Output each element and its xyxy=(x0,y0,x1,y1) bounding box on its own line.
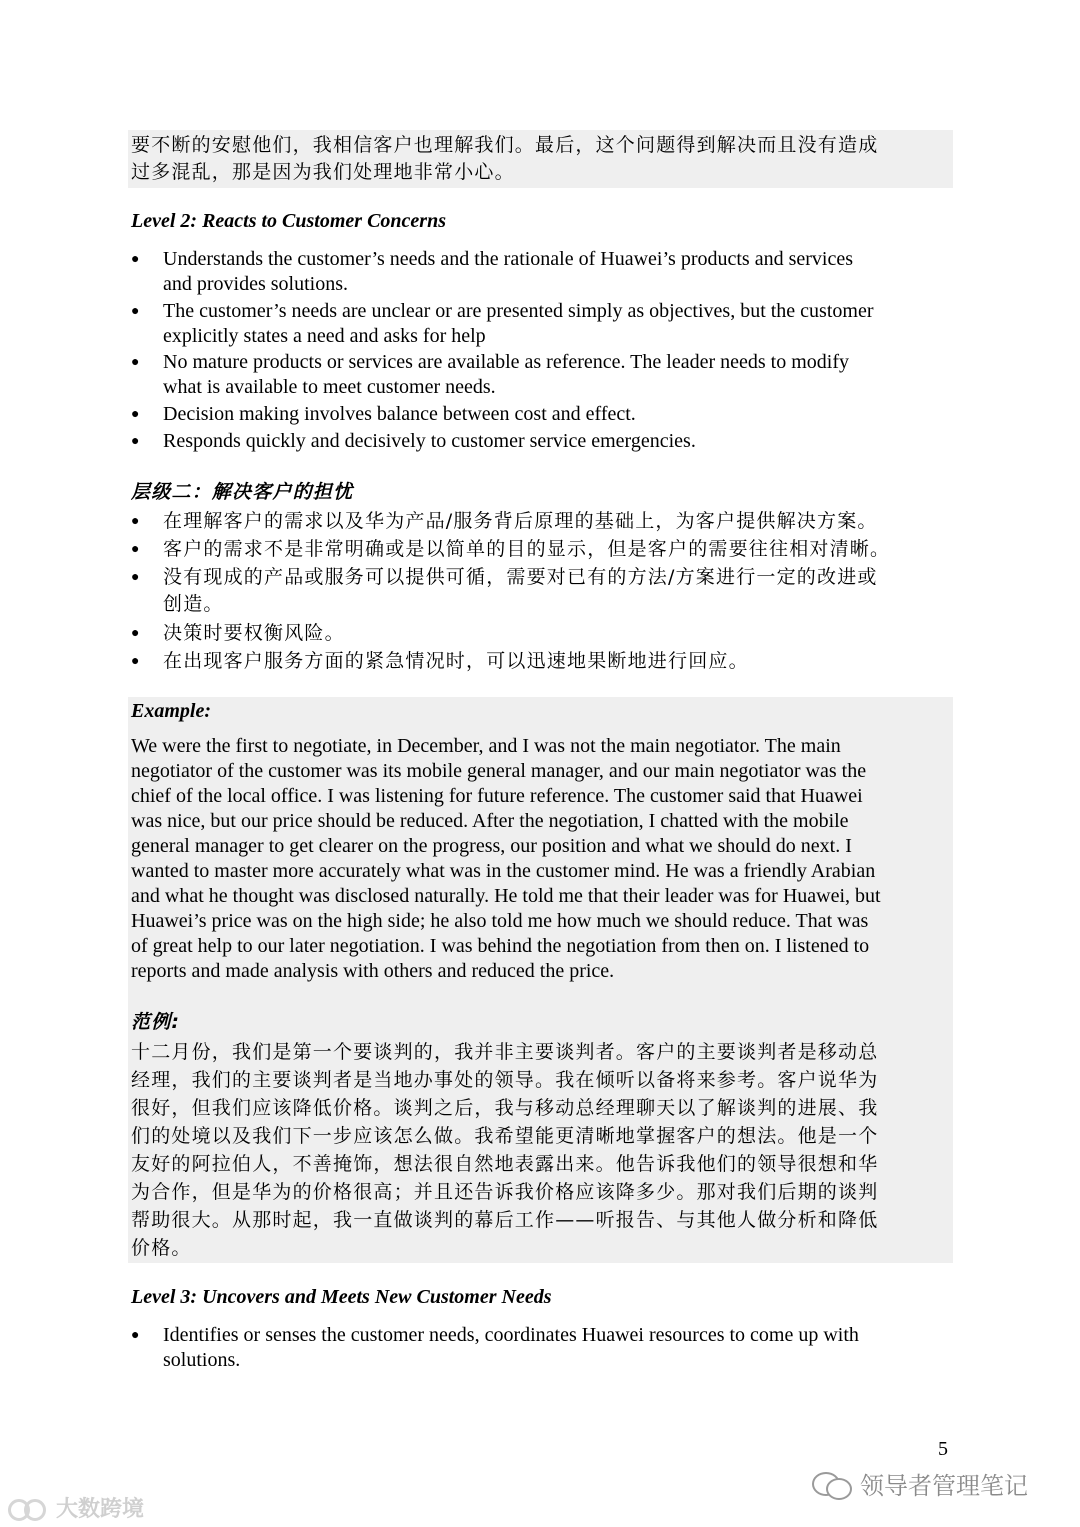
example-zh-line: 为合作，但是华为的价格很高；并且还告诉我价格应该降多少。那对我们后期的谈判 xyxy=(131,1181,879,1203)
level3-bullet-text: Identifies or senses the customer needs, coordinates Huawei resources to come up with xyxy=(163,1324,859,1346)
example-zh-line: 帮助很大。从那时起，我一直做谈判的幕后工作——听报告、与其他人做分析和降低 xyxy=(131,1209,879,1231)
example-line: chief of the local office. I was listening for future reference. The customer said that Huawei xyxy=(131,785,863,807)
bullet-dot-icon: ● xyxy=(131,304,140,319)
bullet-dot-icon: ● xyxy=(131,626,140,641)
level2-bullet-text: explicitly states a need and asks for help xyxy=(163,325,486,347)
top-block-line: 过多混乱，那是因为我们处理地非常小心。 xyxy=(131,161,515,183)
level2-zh-bullet-text: 在出现客户服务方面的紧急情况时，可以迅速地果断地进行回应。 xyxy=(163,650,749,672)
bullet-dot-icon: ● xyxy=(131,252,140,267)
bullet-dot-icon: ● xyxy=(131,542,140,557)
level2-bullet-text: No mature products or services are available as reference. The leader needs to modify xyxy=(163,351,849,373)
level2-bullet-text: what is available to meet customer needs. xyxy=(163,376,496,398)
bullet-dot-icon: ● xyxy=(131,1328,140,1343)
example-zh-line: 很好，但我们应该降低价格。谈判之后，我与移动总经理聊天以了解谈判的进展、我 xyxy=(131,1097,879,1119)
wechat-icon xyxy=(812,1470,852,1498)
example-zh-line: 价格。 xyxy=(131,1237,192,1259)
bullet-dot-icon: ● xyxy=(131,570,140,585)
level2-zh-bullet-text: 决策时要权衡风险。 xyxy=(163,622,345,644)
example-line: negotiator of the customer was its mobile general manager, and our main negotiator was the xyxy=(131,760,867,782)
level2-bullet-text: Decision making involves balance between cost and effect. xyxy=(163,403,636,425)
level2-heading: Level 2: Reacts to Customer Concerns xyxy=(131,210,446,232)
example-line: general manager to get clearer on the progress, our position and what we should do next. I xyxy=(131,835,852,857)
level2-zh-bullet-text: 创造。 xyxy=(163,593,224,615)
watermark-left-text: 大数跨境 xyxy=(56,1497,145,1522)
example-line: was nice, but our price should be reduced. After the negotiation, I chatted with the mobile xyxy=(131,810,849,832)
bullet-dot-icon: ● xyxy=(131,434,140,449)
example-line: and what he thought was disclosed naturally. He told me that their leader was for Huawei, but xyxy=(131,885,881,907)
example-line: of great help to our later negotiation. I was behind the negotiation from then on. I listened to xyxy=(131,935,870,957)
level2-zh-bullet-text: 在理解客户的需求以及华为产品/服务背后原理的基础上，为客户提供解决方案。 xyxy=(163,510,878,532)
level3-heading: Level 3: Uncovers and Meets New Customer Needs xyxy=(131,1286,552,1308)
bullet-dot-icon: ● xyxy=(131,514,140,529)
watermark-left xyxy=(6,1492,144,1523)
bullet-dot-icon: ● xyxy=(131,654,140,669)
example-zh-line: 十二月份，我们是第一个要谈判的，我并非主要谈判者。客户的主要谈判者是移动总 xyxy=(131,1041,879,1063)
level2-bullet-text: and provides solutions. xyxy=(163,273,348,295)
level2-zh-bullet-text: 客户的需求不是非常明确或是以简单的目的显示，但是客户的需要往往相对清晰。 xyxy=(163,538,891,560)
example-zh-line: 友好的阿拉伯人，不善掩饰，想法很自然地表露出来。他告诉我他们的领导很想和华 xyxy=(131,1153,879,1175)
level2-zh-heading: 层级二：解决客户的担忧 xyxy=(131,481,354,503)
level2-bullet-text: Understands the customer’s needs and the rationale of Huawei’s products and services xyxy=(163,248,853,270)
level2-bullet-text: The customer’s needs are unclear or are presented simply as objectives, but the customer xyxy=(163,300,874,322)
example-zh-line: 们的处境以及我们下一步应该怎么做。我希望能更清晰地掌握客户的想法。他是一个 xyxy=(131,1125,879,1147)
example-line: Huawei’s price was on the high side; he also told me how much we should reduce. That was xyxy=(131,910,869,932)
bullet-dot-icon: ● xyxy=(131,355,140,370)
level3-bullet-text: solutions. xyxy=(163,1349,241,1371)
example-zh-heading: 范例: xyxy=(131,1011,181,1033)
example-line: reports and made analysis with others and reduced the price. xyxy=(131,960,615,982)
watermark-right-text: 领导者管理笔记 xyxy=(860,1472,1028,1500)
watermark-right xyxy=(812,1466,1028,1501)
page-number: 5 xyxy=(938,1438,948,1460)
level2-bullet-text: Responds quickly and decisively to customer service emergencies. xyxy=(163,430,696,452)
brand-logo-icon xyxy=(6,1495,50,1521)
example-zh-line: 经理，我们的主要谈判者是当地办事处的领导。我在倾听以备将来参考。客户说华为 xyxy=(131,1069,879,1091)
example-heading: Example: xyxy=(131,700,211,722)
example-line: wanted to master more accurately what was in the customer mind. He was a friendly Arabian xyxy=(131,860,876,882)
bullet-dot-icon: ● xyxy=(131,407,140,422)
top-block-line: 要不断的安慰他们，我相信客户也理解我们。最后，这个问题得到解决而且没有造成 xyxy=(131,134,879,156)
level2-zh-bullet-text: 没有现成的产品或服务可以提供可循，需要对已有的方法/方案进行一定的改进或 xyxy=(163,566,878,588)
example-line: We were the first to negotiate, in December, and I was not the main negotiator. The main xyxy=(131,735,841,757)
